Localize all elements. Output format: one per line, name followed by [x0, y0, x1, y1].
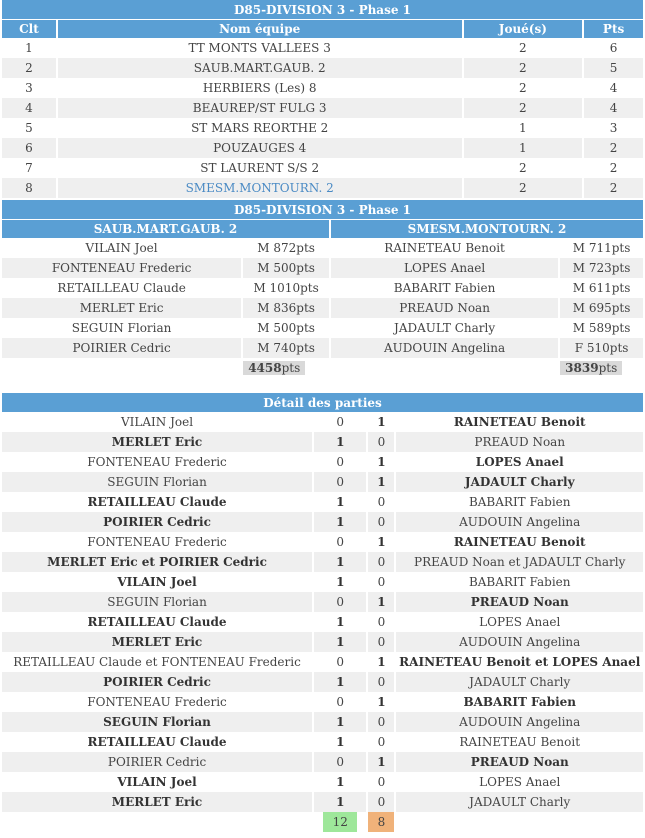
game-away-player: JADAULT Charly: [396, 672, 643, 692]
away-player-name: RAINETEAU Benoit: [331, 238, 558, 258]
game-home-score: 0: [314, 412, 366, 432]
standings-row: [2, 98, 643, 118]
game-row: [2, 672, 643, 692]
game-away-player: PREAUD Noan: [396, 592, 643, 612]
game-away-score: 1: [368, 472, 394, 492]
game-away-score: 0: [368, 552, 394, 572]
game-home-player: MERLET Eric: [2, 632, 312, 652]
game-away-score: 0: [368, 712, 394, 732]
played-cell: 2: [464, 58, 583, 78]
game-away-player: BABARIT Fabien: [396, 492, 643, 512]
away-player-points: M 711pts: [560, 238, 643, 258]
game-away-player: BABARIT Fabien: [396, 692, 643, 712]
match-table: [0, 200, 645, 378]
points-header[interactable]: Pts: [584, 19, 643, 38]
points-cell: 2: [584, 158, 643, 178]
away-team-name[interactable]: SMESM.MONTOURN. 2: [331, 219, 643, 238]
rank-cell: 6: [2, 138, 56, 158]
game-home-player: SEGUIN Florian: [2, 712, 312, 732]
game-away-player: RAINETEAU Benoit et LOPES Anael: [396, 652, 643, 672]
game-home-player: POIRIER Cedric: [2, 752, 312, 772]
standings-row: [2, 138, 643, 158]
game-away-score: 0: [368, 772, 394, 792]
team-header[interactable]: Nom équipe: [58, 19, 462, 38]
team-cell: HERBIERS (Les) 8: [58, 78, 462, 98]
game-away-player: RAINETEAU Benoit: [396, 532, 643, 552]
team-cell: BEAUREP/ST FULG 3: [58, 98, 462, 118]
home-player-points: M 836pts: [243, 298, 329, 318]
rank-cell: 1: [2, 38, 56, 58]
game-row: [2, 632, 643, 652]
away-player-points: M 723pts: [560, 258, 643, 278]
home-player-name: RETAILLEAU Claude: [2, 278, 241, 298]
rank-cell: 3: [2, 78, 56, 98]
game-row: [2, 752, 643, 772]
game-home-score: 1: [314, 792, 366, 812]
away-total: 3839pts: [560, 361, 622, 375]
game-away-player: LOPES Anael: [396, 612, 643, 632]
game-home-player: SEGUIN Florian: [2, 472, 312, 492]
game-home-player: RETAILLEAU Claude: [2, 492, 312, 512]
player-row: [2, 278, 643, 298]
game-away-player: AUDOUIN Angelina: [396, 512, 643, 532]
game-home-score: 0: [314, 452, 366, 472]
played-cell: 2: [464, 98, 583, 118]
game-row: [2, 492, 643, 512]
game-home-score: 0: [314, 592, 366, 612]
rank-cell: 4: [2, 98, 56, 118]
away-player-points: M 695pts: [560, 298, 643, 318]
game-away-score: 0: [368, 432, 394, 452]
game-home-player: POIRIER Cedric: [2, 512, 312, 532]
game-row: [2, 512, 643, 532]
game-home-score: 1: [314, 432, 366, 452]
game-away-score: 1: [368, 752, 394, 772]
game-home-player: MERLET Eric: [2, 432, 312, 452]
game-away-score: 0: [368, 792, 394, 812]
game-away-player: PREAUD Noan: [396, 752, 643, 772]
home-player-points: M 500pts: [243, 258, 329, 278]
home-player-points: M 740pts: [243, 338, 329, 358]
game-home-score: 0: [314, 752, 366, 772]
match-title: D85-DIVISION 3 - Phase 1: [2, 200, 643, 219]
game-row: [2, 412, 643, 432]
game-row: [2, 772, 643, 792]
game-home-score: 1: [314, 612, 366, 632]
game-home-player: RETAILLEAU Claude et FONTENEAU Frederic: [2, 652, 312, 672]
game-away-score: 1: [368, 652, 394, 672]
game-home-player: FONTENEAU Frederic: [2, 532, 312, 552]
game-away-player: JADAULT Charly: [396, 792, 643, 812]
away-player-points: F 510pts: [560, 338, 643, 358]
game-row: [2, 552, 643, 572]
home-player-name: SEGUIN Florian: [2, 318, 241, 338]
game-row: [2, 472, 643, 492]
points-cell: 4: [584, 78, 643, 98]
game-row: [2, 652, 643, 672]
played-cell: 2: [464, 158, 583, 178]
points-cell: 3: [584, 118, 643, 138]
team-cell: TT MONTS VALLEES 3: [58, 38, 462, 58]
played-header[interactable]: Joué(s): [464, 19, 583, 38]
game-row: [2, 532, 643, 552]
game-home-player: MERLET Eric: [2, 792, 312, 812]
game-row: [2, 732, 643, 752]
points-cell: 2: [584, 138, 643, 158]
home-player-name: FONTENEAU Frederic: [2, 258, 241, 278]
game-away-player: PREAUD Noan et JADAULT Charly: [396, 552, 643, 572]
game-away-score: 1: [368, 532, 394, 552]
team-cell: POUZAUGES 4: [58, 138, 462, 158]
team-cell: SAUB.MART.GAUB. 2: [58, 58, 462, 78]
game-home-score: 1: [314, 572, 366, 592]
player-row: [2, 238, 643, 258]
standings-row: [2, 178, 643, 198]
game-away-score: 0: [368, 672, 394, 692]
standings-table: [0, 0, 645, 198]
player-row: [2, 258, 643, 278]
away-player-name: PREAUD Noan: [331, 298, 558, 318]
game-home-score: 1: [314, 672, 366, 692]
away-final-score: 8: [368, 812, 394, 832]
game-home-player: VILAIN Joel: [2, 572, 312, 592]
game-home-score: 1: [314, 492, 366, 512]
home-team-name[interactable]: SAUB.MART.GAUB. 2: [2, 219, 329, 238]
game-away-player: AUDOUIN Angelina: [396, 712, 643, 732]
game-away-score: 0: [368, 632, 394, 652]
home-final-score: 12: [323, 812, 357, 832]
away-player-name: AUDOUIN Angelina: [331, 338, 558, 358]
game-home-player: SEGUIN Florian: [2, 592, 312, 612]
game-home-score: 1: [314, 732, 366, 752]
game-row: [2, 432, 643, 452]
game-home-score: 0: [314, 692, 366, 712]
home-player-points: M 500pts: [243, 318, 329, 338]
points-cell: 2: [584, 178, 643, 198]
game-home-player: POIRIER Cedric: [2, 672, 312, 692]
away-player-points: M 611pts: [560, 278, 643, 298]
away-player-name: LOPES Anael: [331, 258, 558, 278]
home-player-name: POIRIER Cedric: [2, 338, 241, 358]
game-away-player: BABARIT Fabien: [396, 572, 643, 592]
player-row: [2, 318, 643, 338]
played-cell: 2: [464, 178, 583, 198]
game-away-score: 1: [368, 412, 394, 432]
played-cell: 2: [464, 78, 583, 98]
game-away-player: RAINETEAU Benoit: [396, 412, 643, 432]
standings-row: [2, 78, 643, 98]
game-row: [2, 572, 643, 592]
away-player-name: JADAULT Charly: [331, 318, 558, 338]
home-player-points: M 872pts: [243, 238, 329, 258]
details-title: Détail des parties: [2, 393, 643, 412]
home-total: 4458pts: [243, 361, 305, 375]
home-player-points: M 1010pts: [243, 278, 329, 298]
game-away-player: JADAULT Charly: [396, 472, 643, 492]
rank-cell: 8: [2, 178, 56, 198]
standings-row: [2, 118, 643, 138]
game-home-score: 1: [314, 712, 366, 732]
details-table: [0, 393, 645, 832]
home-player-name: VILAIN Joel: [2, 238, 241, 258]
rank-cell: 2: [2, 58, 56, 78]
game-home-score: 1: [314, 552, 366, 572]
game-row: [2, 792, 643, 812]
game-home-player: MERLET Eric et POIRIER Cedric: [2, 552, 312, 572]
game-home-player: VILAIN Joel: [2, 772, 312, 792]
game-away-player: LOPES Anael: [396, 452, 643, 472]
game-row: [2, 452, 643, 472]
rank-header[interactable]: Clt: [2, 19, 56, 38]
game-home-player: FONTENEAU Frederic: [2, 692, 312, 712]
game-row: [2, 612, 643, 632]
away-player-points: M 589pts: [560, 318, 643, 338]
away-player-name: BABARIT Fabien: [331, 278, 558, 298]
game-away-score: 1: [368, 692, 394, 712]
standings-row: [2, 158, 643, 178]
game-away-score: 1: [368, 592, 394, 612]
game-home-score: 0: [314, 532, 366, 552]
game-home-score: 1: [314, 632, 366, 652]
player-row: [2, 338, 643, 358]
game-away-score: 0: [368, 732, 394, 752]
game-home-player: VILAIN Joel: [2, 412, 312, 432]
game-home-score: 1: [314, 772, 366, 792]
player-row: [2, 298, 643, 318]
played-cell: 1: [464, 138, 583, 158]
standings-row: [2, 38, 643, 58]
game-home-score: 1: [314, 512, 366, 532]
game-away-score: 0: [368, 512, 394, 532]
game-home-player: FONTENEAU Frederic: [2, 452, 312, 472]
rank-cell: 5: [2, 118, 56, 138]
team-cell: ST LAURENT S/S 2: [58, 158, 462, 178]
game-home-player: RETAILLEAU Claude: [2, 732, 312, 752]
game-away-score: 0: [368, 572, 394, 592]
rank-cell: 7: [2, 158, 56, 178]
game-away-player: AUDOUIN Angelina: [396, 632, 643, 652]
game-home-player: RETAILLEAU Claude: [2, 612, 312, 632]
game-home-score: 0: [314, 652, 366, 672]
team-cell: ST MARS REORTHE 2: [58, 118, 462, 138]
home-player-name: MERLET Eric: [2, 298, 241, 318]
standings-title: D85-DIVISION 3 - Phase 1: [2, 0, 643, 19]
game-away-score: 1: [368, 452, 394, 472]
played-cell: 2: [464, 38, 583, 58]
game-row: [2, 712, 643, 732]
game-away-score: 0: [368, 612, 394, 632]
game-away-score: 0: [368, 492, 394, 512]
game-away-player: PREAUD Noan: [396, 432, 643, 452]
played-cell: 1: [464, 118, 583, 138]
standings-row: [2, 58, 643, 78]
game-row: [2, 592, 643, 612]
game-home-score: 0: [314, 472, 366, 492]
game-away-player: RAINETEAU Benoit: [396, 732, 643, 752]
team-cell[interactable]: SMESM.MONTOURN. 2: [58, 178, 462, 198]
points-cell: 6: [584, 38, 643, 58]
game-away-player: LOPES Anael: [396, 772, 643, 792]
points-cell: 4: [584, 98, 643, 118]
points-cell: 5: [584, 58, 643, 78]
game-row: [2, 692, 643, 712]
